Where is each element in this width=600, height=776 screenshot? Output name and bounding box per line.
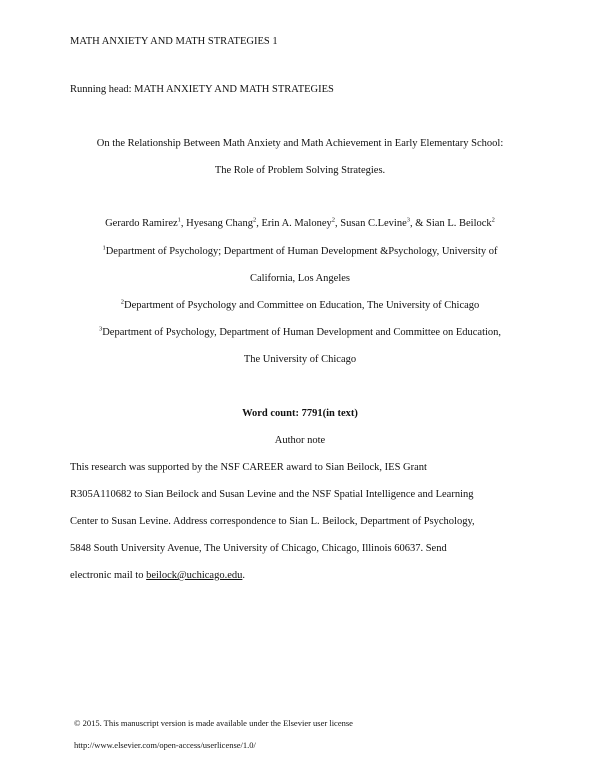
author-note-line-1: This research was supported by the NSF CAREER award to Sian Beilock, IES Grant: [70, 462, 427, 473]
author-note-line-4: 5848 South University Avenue, The University of Chicago, Chicago, Illinois 60637. Send: [70, 543, 447, 554]
author-name: Susan C.Levine: [340, 218, 407, 229]
running-head: Running head: MATH ANXIETY AND MATH STRATEGIES: [70, 84, 334, 95]
author-note-text: electronic mail to: [70, 570, 147, 581]
license-notice: © 2015. This manuscript version is made available under the Elsevier user license: [74, 718, 353, 728]
title-line-2: The Role of Problem Solving Strategies.: [214, 165, 386, 176]
word-count: Word count: 7791(in text): [242, 408, 358, 419]
author-affiliation-mark: 2: [331, 216, 335, 224]
author-affiliation-mark: 2: [491, 216, 495, 224]
author-name: Sian L. Beilock: [426, 218, 492, 229]
email-link[interactable]: beilock@uchicago.edu: [146, 570, 243, 581]
running-page-header: MATH ANXIETY AND MATH STRATEGIES 1: [70, 36, 278, 47]
author-name: Hyesang Chang: [186, 218, 253, 229]
affiliation-1-line-1: [0, 246, 600, 259]
affiliation-3-line-1: [0, 327, 600, 340]
affiliation-mark: 3: [98, 325, 103, 333]
affiliation-text: Department of Psychology; Department of Human Development &Psychology, University of: [105, 246, 498, 257]
title-line-1: On the Relationship Between Math Anxiety and Math Achievement in Early Elementary School:: [96, 138, 504, 149]
affiliation-text: Department of Psychology and Committee on Education, The University of Chicago: [123, 300, 480, 311]
affiliation-mark: 1: [102, 244, 106, 252]
author-affiliation-mark: 2: [252, 216, 257, 224]
author-note-line-3: Center to Susan Levine. Address correspondence to Sian L. Beilock, Department of Psychology,: [70, 516, 475, 527]
author-note-line-2: R305A110682 to Sian Beilock and Susan Levine and the NSF Spatial Intelligence and Learning: [70, 489, 474, 500]
author-separator: ,: [334, 218, 341, 229]
affiliation-text: Department of Psychology, Department of Human Development and Committee on Education,: [102, 327, 502, 338]
affiliation-3-line-2: The University of Chicago: [243, 354, 357, 365]
author-separator: , &: [409, 218, 427, 229]
affiliation-mark: 2: [120, 298, 124, 306]
affiliation-2: [0, 300, 600, 313]
author-affiliation-mark: 3: [406, 216, 410, 224]
author-name: Gerardo Ramirez: [105, 218, 178, 229]
author-note-heading: Author note: [274, 435, 326, 446]
author-separator: ,: [180, 218, 187, 229]
author-note-line-5: [70, 570, 245, 583]
license-url[interactable]: http://www.elsevier.com/open-access/userlicense/1.0/: [74, 740, 256, 750]
author-list: [0, 218, 600, 231]
author-affiliation-mark: 1: [177, 216, 181, 224]
affiliation-1-line-2: California, Los Angeles: [249, 273, 351, 284]
author-name: Erin A. Maloney: [261, 218, 332, 229]
author-separator: ,: [256, 218, 262, 229]
author-note-text: .: [242, 570, 245, 581]
